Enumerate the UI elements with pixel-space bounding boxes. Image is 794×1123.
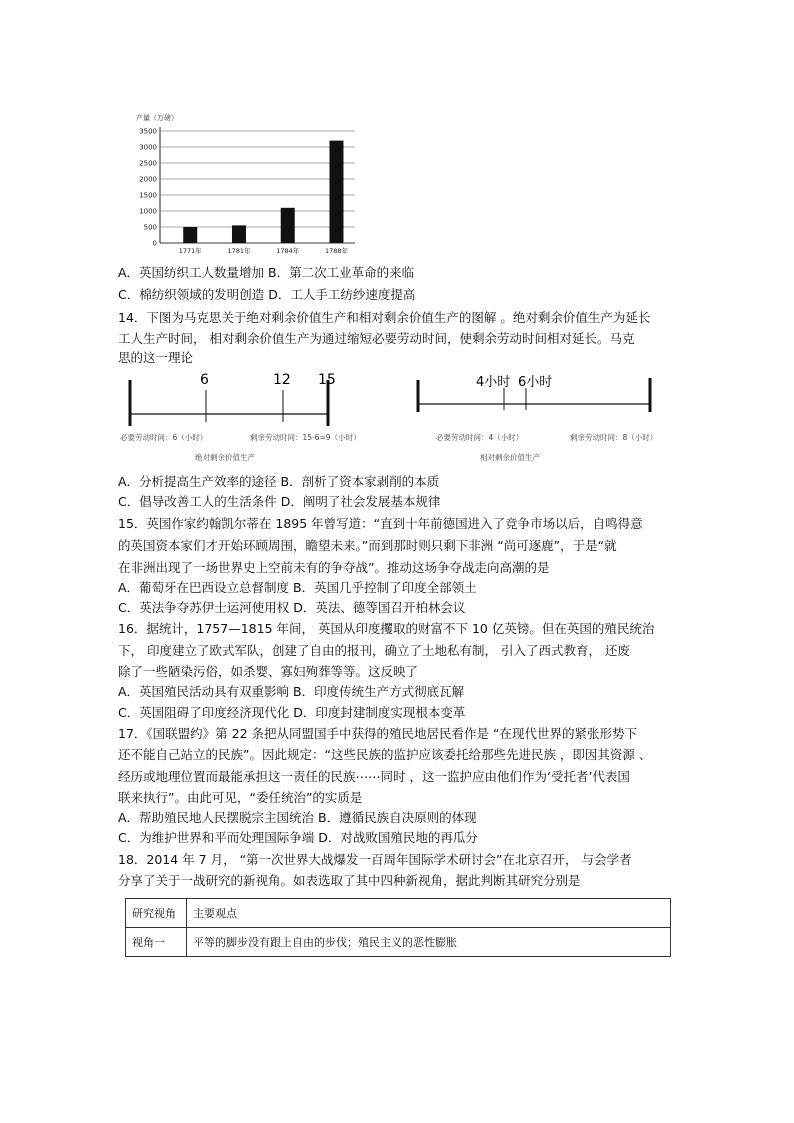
q17-stem-3: 经历或地理位置而最能承担这一责任的民族⋯⋯同时 ，这一监护应由他们作为‘受托者’代表国 <box>118 769 630 784</box>
bar <box>329 141 343 243</box>
q15-option-cd: C．英法争夺苏伊士运河使用权 D．英法、德等国召开柏林会议 <box>118 600 466 615</box>
left-caption: 绝对剩余价值生产 <box>195 453 255 462</box>
table-header-cell: 研究视角 <box>126 899 187 928</box>
q18-stem-1: 18．2014 年 7 月， “第一次世界大战爆发一百周年国际学术研讨会”在北京召开， 与会学者 <box>118 852 632 867</box>
q16-stem-1: 16．据统计，1757—1815 年间， 英国从印度攫取的财富不下 10 亿英镑。但在英国的殖民统治 <box>118 621 655 636</box>
y-tick-label: 2500 <box>139 159 157 168</box>
right-surplus-label: 剩余劳动时间：8（小时） <box>570 433 658 442</box>
table-header-row <box>126 899 671 928</box>
q15-option-ab: A．葡萄牙在巴西设立总督制度 B．英国几乎控制了印度全部领土 <box>118 580 477 595</box>
tick-6-hours: 6小时 <box>518 375 553 390</box>
y-tick-label: 1500 <box>139 191 157 200</box>
q16-option-cd: C．英国阻碍了印度经济现代化 D．印度封建制度实现根本变革 <box>118 705 466 720</box>
tick-4-hours: 4小时 <box>476 375 511 390</box>
table-cell: 平等的脚步没有跟上自由的步伐；殖民主义的恶性膨胀 <box>187 928 671 957</box>
perspective-table <box>125 898 671 957</box>
q18-stem-2: 分享了关于一战研究的新视角。如表选取了其中四种新视角，据此判断其研究分别是 <box>118 873 581 888</box>
q14-option-cd: C．倡导改善工人的生活条件 D．阐明了社会发展基本规律 <box>118 494 441 509</box>
x-tick-label: 1781年 <box>227 247 251 255</box>
left-necessary-label: 必要劳动时间：6（小时） <box>120 433 208 442</box>
q17-stem-4: 联来执行”。由此可见，“委任统治”的实质是 <box>118 790 363 805</box>
output-bar-chart <box>130 110 360 260</box>
relative-surplus-diagram <box>410 366 680 466</box>
q16-stem-3: 除了一些陋染污俗，如杀婴、寡妇殉葬等等。这反映了 <box>118 664 419 679</box>
q13-option-cd: C．棉纺织领域的发明创造 D．工人手工纺纱速度提高 <box>118 287 416 302</box>
q17-option-cd: C．为维护世界和平而处理国际争端 D．对战败国殖民地的再瓜分 <box>118 830 478 845</box>
y-tick-label: 500 <box>143 223 157 232</box>
bar <box>281 208 295 243</box>
right-necessary-label: 必要劳动时间：4（小时） <box>436 433 524 442</box>
q17-stem-1: 17．《国联盟约》第 22 条把从同盟国手中获得的殖民地居民看作是 “在现代世界的紧张形势下 <box>118 726 637 741</box>
absolute-surplus-diagram <box>120 366 390 466</box>
q15-stem-3: 在非洲出现了一场世界史上空前未有的争夺战”。推动这场争夺战走向高潮的是 <box>118 560 550 575</box>
q14-stem-1: 14．下图为马克思关于绝对剩余价值生产和相对剩余价值生产的图解 。绝对剩余价值生产为延长 <box>118 310 651 325</box>
x-tick-label: 1784年 <box>276 247 300 255</box>
left-surplus-label: 剩余劳动时间：15-6=9（小时） <box>250 433 361 442</box>
q14-stem-3: 思的这一理论 <box>118 350 194 365</box>
x-tick-label: 1771年 <box>178 247 202 255</box>
q17-stem-2: 还不能自己站立的民族”。因此规定：“这些民族的监护应该委托给那些先进民族 ，即因其资源 、 <box>118 747 652 762</box>
y-tick-label: 2000 <box>139 175 157 184</box>
y-tick-label: 3500 <box>139 127 157 136</box>
y-tick-label: 1000 <box>139 207 157 216</box>
chart-y-label: 产量（万磅） <box>136 114 178 122</box>
q17-option-ab: A．帮助殖民地人民摆脱宗主国统治 B．遵循民族自决原则的体现 <box>118 810 477 825</box>
q13-option-ab: A．英国纺织工人数量增加 B．第二次工业革命的来临 <box>118 265 415 280</box>
right-caption: 相对剩余价值生产 <box>480 453 540 462</box>
table-row <box>126 928 671 957</box>
table-cell: 视角一 <box>126 928 187 957</box>
q14-stem-2: 工人生产时间， 相对剩余价值生产为通过缩短必要劳动时间，使剩余劳动时间相对延长。马克 <box>118 331 635 346</box>
q14-option-ab: A．分析提高生产效率的途径 B．剖析了资本家剥削的本质 <box>118 474 440 489</box>
q15-stem-2: 的英国资本家们才开始环顾周围，瞻望未来。”而到那时则只剩下非洲 “尚可逐鹿”，于是“就 <box>118 538 617 553</box>
table-header-cell: 主要观点 <box>187 899 671 928</box>
q16-stem-2: 下， 印度建立了欧式军队，创建了自由的报刊，确立了土地私有制， 引入了西式教育， 还废 <box>118 643 630 658</box>
x-tick-label: 1788年 <box>324 247 348 255</box>
bar <box>183 227 197 243</box>
tick-12: 12 <box>273 372 291 388</box>
tick-6: 6 <box>200 372 209 388</box>
y-tick-label: 0 <box>152 239 157 248</box>
q16-option-ab: A．英国殖民活动具有双重影响 B．印度传统生产方式彻底瓦解 <box>118 684 465 699</box>
tick-15: 15 <box>318 372 336 388</box>
bar <box>232 225 246 243</box>
q15-stem-1: 15．英国作家约翰凯尔蒂在 1895 年曾写道：“直到十年前德国进入了竞争市场以后，自鸣得意 <box>118 516 643 531</box>
y-tick-label: 3000 <box>139 143 157 152</box>
